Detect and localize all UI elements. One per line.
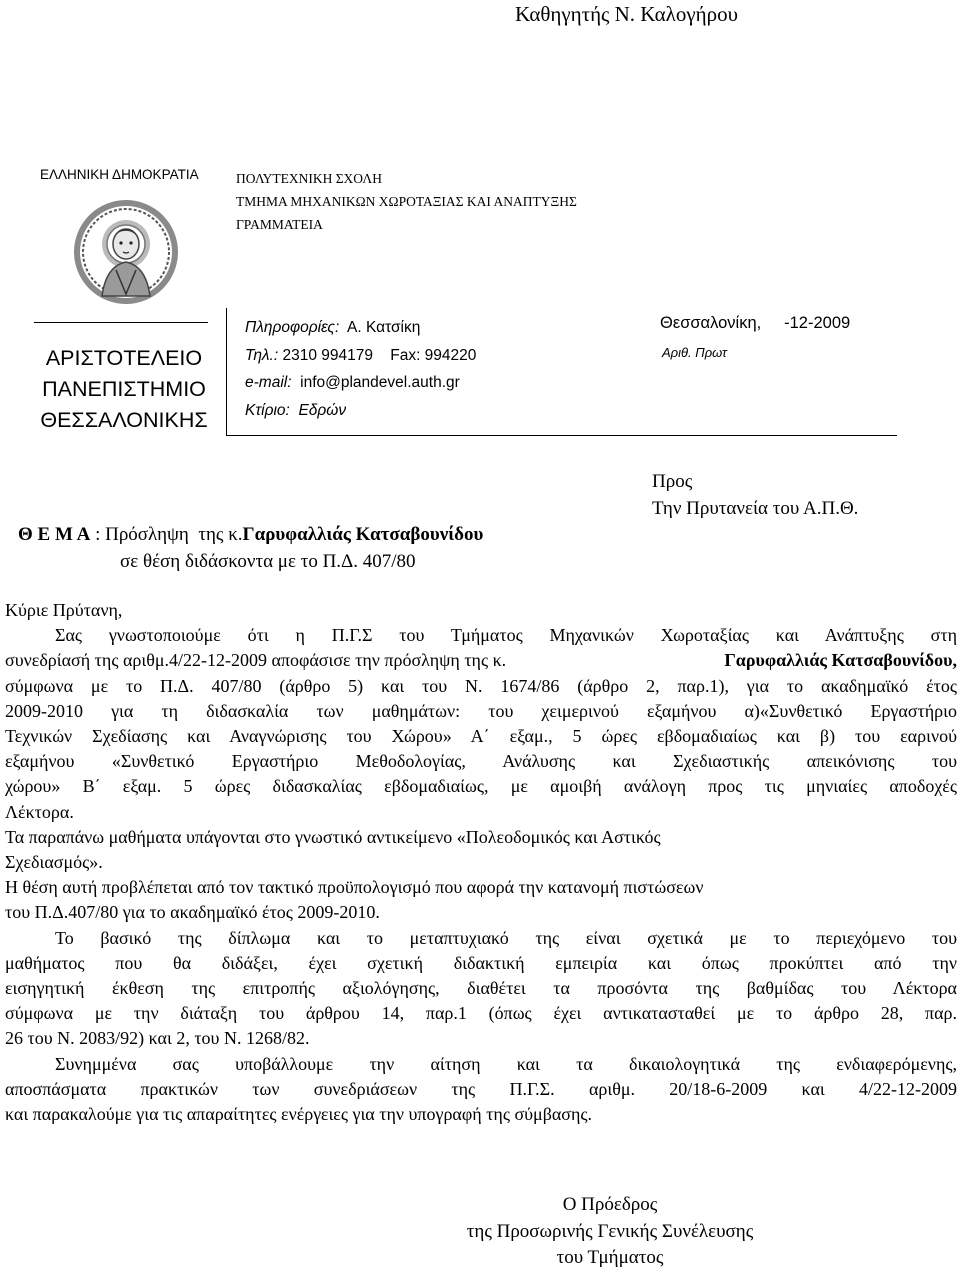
- body-line: αποσπάσματα πρακτικών των συνεδριάσεων της Π.Γ.Σ. αριθμ. 20/18-6-2009 και 4/22-12-2009: [5, 1078, 957, 1099]
- professor-name: Καθηγητής Ν. Καλογήρου: [514, 2, 738, 26]
- body-line: Λέκτορα.: [5, 801, 74, 822]
- building-value: Εδρών: [298, 401, 347, 419]
- university-seal-icon: [72, 198, 180, 306]
- building-label: Κτίριο:: [245, 401, 290, 419]
- body-line: Η θέση αυτή προβλέπεται από τον τακτικό προϋπολογισμό που αφορά την κατανομή πιστώσεων: [5, 877, 704, 898]
- university-name: [26, 343, 222, 436]
- phone-line: [245, 342, 476, 370]
- body-line: Τα παραπάνω μαθήματα υπάγονται στο γνωστικό αντικείμενο «Πολεοδομικός και Αστικός: [5, 826, 661, 847]
- city-date-text: Θεσσαλονίκη, -12-2009: [660, 314, 851, 332]
- university-name-line: ΑΡΙΣΤΟΤΕΛΕΙΟ: [45, 346, 203, 370]
- body-line-text: συνεδρίασή της αριθμ.4/22-12-2009 αποφάσισε την πρόσληψη της κ.: [5, 650, 507, 671]
- body-line: 2009-2010 για τη διδασκαλία των μαθημάτων: του χειμερινού εξαμήνου α)«Συνθετικό Εργαστήριο: [5, 700, 957, 721]
- university-name-line: ΘΕΣΣΑΛΟΝΙΚΗΣ: [40, 408, 208, 432]
- body-line: Το βασικό της δίπλωμα και το μεταπτυχιακό της είναι σχετικά με το περιεχόμενο του: [55, 927, 957, 948]
- signature-body: της Προσωρινής Γενικής Συνέλευσης: [466, 1220, 754, 1242]
- subject-block: [18, 521, 483, 575]
- body-line: και παρακαλούμε για τις απαραίτητες ενέργειες για την υπογραφή της σύμβασης.: [5, 1104, 593, 1125]
- department-line: ΤΜΗΜΑ ΜΗΧΑΝΙΚΩΝ ΧΩΡΟΤΑΞΙΑΣ ΚΑΙ ΑΝΑΠΤΥΞΗΣ: [236, 194, 577, 209]
- letter-body: [5, 598, 957, 1127]
- body-line: εισηγητική έκθεση της επιτροπής αξιολόγησης, διαθέτει τα προσόντα της βαθμίδας του Λέκτορα: [5, 978, 957, 999]
- recipient-block: [652, 468, 858, 522]
- building-line: [245, 397, 476, 425]
- body-line: Σχεδιασμός».: [5, 852, 103, 873]
- protocol-number: Αριθ. Πρωτ: [662, 345, 727, 360]
- body-line: μαθήματος που θα διδάξει, έχει σχετική διδακτική εμπειρία και όπως προκύπτει από την: [5, 952, 957, 973]
- subject-line-2: σε θέση διδάσκοντα με το Π.Δ. 407/80: [120, 551, 416, 572]
- body-line: 26 του Ν. 2083/92) και 2, του Ν. 1268/82.: [5, 1028, 310, 1049]
- body-line: [5, 648, 957, 673]
- school-header: [236, 167, 577, 236]
- recipient-name: Την Πρυτανεία του Α.Π.Θ.: [652, 498, 859, 519]
- body-line: σύμφωνα με την διάταξη του άρθρου 14, παρ.1 (όπως έχει αντικατασταθεί με το άρθρο 28, παρ.: [5, 1003, 957, 1024]
- info-label: Πληροφορίες:: [245, 319, 340, 336]
- body-line: σύμφωνα με το Π.Δ. 407/80 (άρθρο 5) και του Ν. 1674/86 (άρθρο 2, παρ.1), για το ακαδημαϊκό έτος: [5, 675, 957, 696]
- country-header: ΕΛΛΗΝΙΚΗ ΔΗΜΟΚΡΑΤΙΑ: [40, 167, 199, 182]
- body-line: Συνημμένα σας υποβάλλουμε την αίτηση και τα δικαιολογητικά της ενδιαφερόμενης,: [55, 1053, 957, 1074]
- contact-block: [245, 314, 476, 424]
- recipient-to: Προς: [652, 471, 693, 492]
- subject-label: Θ Ε Μ Α: [18, 524, 91, 545]
- salutation: Κύριε Πρύτανη,: [5, 600, 123, 620]
- info-line: [245, 314, 476, 342]
- body-line: του Π.Δ.407/80 για το ακαδημαϊκό έτος 2009-2010.: [5, 902, 380, 923]
- university-name-line: ΠΑΝΕΠΙΣΤΗΜΙΟ: [42, 377, 206, 401]
- city-date: [660, 314, 850, 333]
- body-line: χώρου» Β΄ εξαμ. 5 ώρες διδασκαλίας εβδομαδιαίως, με αμοιβή ανάλογη προς τις μηνιαίες αποδοχές: [5, 776, 957, 797]
- tel-label: Τηλ.:: [245, 346, 279, 364]
- subject-line: [18, 521, 483, 548]
- email-value[interactable]: info@plandevel.auth.gr: [300, 374, 460, 391]
- subject-text: : Πρόσληψη της κ.: [95, 524, 243, 545]
- school-line: ΠΟΛΥΤΕΧΝΙΚΗ ΣΧΟΛΗ: [236, 171, 382, 186]
- subject-person: Γαρυφαλλιάς Κατσαβουνίδου: [242, 524, 484, 545]
- email-line: [245, 369, 476, 397]
- secretariat-line: ΓΡΑΜΜΑΤΕΙΑ: [236, 217, 323, 232]
- seal-divider: [34, 322, 208, 323]
- signature-department: του Τμήματος: [556, 1247, 664, 1268]
- fax-value: Fax: 994220: [390, 346, 477, 364]
- header-vertical-divider: [226, 308, 227, 436]
- tel-value: 2310 994179: [282, 346, 373, 364]
- info-value: Α. Κατσίκη: [347, 319, 421, 336]
- email-label: e-mail:: [245, 374, 292, 391]
- header-horizontal-divider: [226, 435, 897, 436]
- signature-title: Ο Πρόεδρος: [562, 1194, 658, 1215]
- body-line: Σας γνωστοποιούμε ότι η Π.Γ.Σ του Τμήματος Μηχανικών Χωροταξίας και Ανάπτυξης στη: [55, 625, 957, 646]
- signature-block: [400, 1192, 820, 1272]
- body-line: εξαμήνου «Συνθετικό Εργαστήριο Μεθοδολογίας, Ανάλυσης και Σχεδιαστικής απεικόνισης του: [5, 751, 957, 772]
- body-person-name: Γαρυφαλλιάς Κατσαβουνίδου,: [724, 650, 957, 671]
- body-line: Τεχνικών Σχεδίασης και Αναγνώρισης του Χώρου» Α΄ εξαμ., 5 ώρες εβδομαδιαίως και β) του εαρινού: [5, 726, 957, 747]
